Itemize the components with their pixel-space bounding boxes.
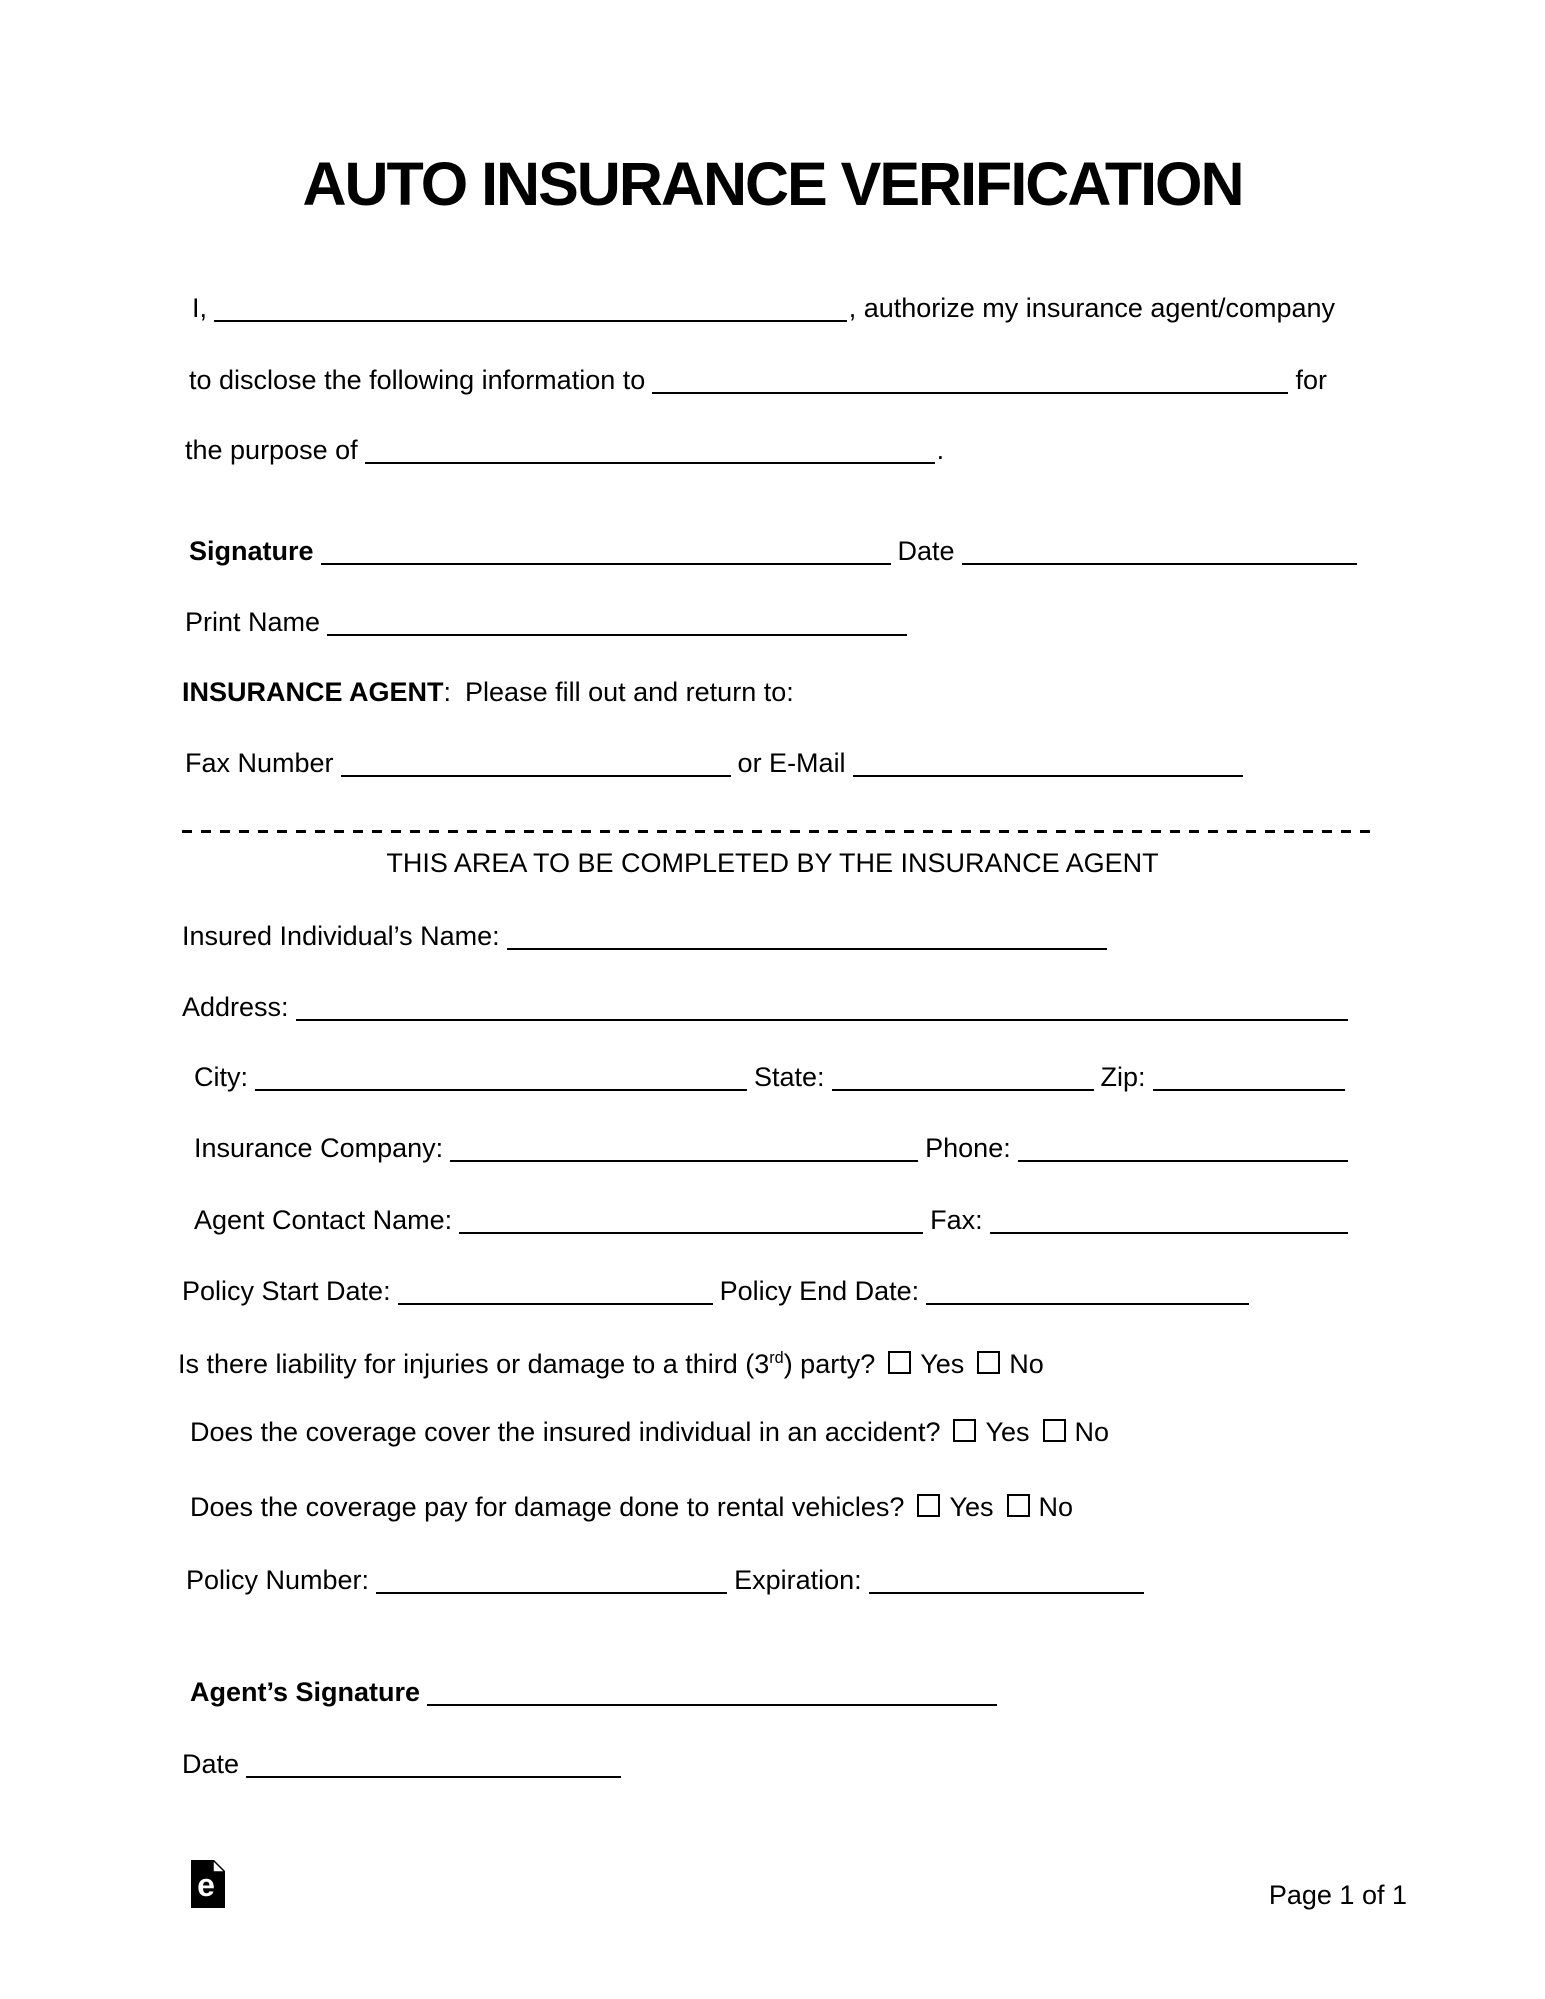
q1-yes-label: Yes (920, 1349, 965, 1379)
insurance-agent-colon: : (443, 677, 452, 707)
q2-no-label: No (1074, 1417, 1110, 1447)
email-blank[interactable] (853, 774, 1243, 777)
line2-pre-text: to disclose the following information to (189, 365, 646, 395)
question-rental-line (190, 1490, 1073, 1524)
insured-name-blank[interactable] (507, 947, 1107, 950)
phone-blank[interactable] (1018, 1159, 1348, 1162)
document-title: AUTO INSURANCE VERIFICATION (302, 150, 1243, 218)
policy-number-label: Policy Number: (186, 1565, 370, 1595)
fax-email-line (185, 746, 1250, 780)
address-label: Address: (182, 992, 289, 1022)
line2-post-text: for (1295, 365, 1327, 395)
insurance-company-blank[interactable] (450, 1159, 918, 1162)
city-state-zip-line (194, 1060, 1352, 1094)
fax-number-label: Fax Number (185, 748, 334, 778)
agent-contact-line (194, 1203, 1355, 1237)
q1-pre-text: Is there liability for injuries or damage to a third (3 (178, 1349, 770, 1379)
insurance-company-label: Insurance Company: (194, 1133, 444, 1163)
city-blank[interactable] (255, 1088, 747, 1091)
q1-no-label: No (1009, 1349, 1044, 1379)
q2-yes-label: Yes (985, 1417, 1030, 1447)
q3-yes-label: Yes (949, 1492, 994, 1522)
q1-yes-checkbox[interactable] (888, 1351, 911, 1374)
policy-number-blank[interactable] (376, 1591, 727, 1594)
agent-signature-line (190, 1675, 1004, 1709)
address-blank[interactable] (296, 1018, 1348, 1021)
page-number: Page 1 of 1 (1268, 1880, 1407, 1910)
signature-date-blank[interactable] (962, 562, 1357, 565)
agent-signature-label: Agent’s Signature (190, 1677, 421, 1707)
signature-date-label: Date (897, 536, 955, 566)
insured-name-label: Insured Individual’s Name: (182, 921, 500, 951)
agent-signature-blank[interactable] (427, 1703, 997, 1706)
q3-yes-checkbox[interactable] (917, 1494, 940, 1517)
q2-yes-checkbox[interactable] (953, 1419, 976, 1442)
insurance-company-line (194, 1131, 1355, 1165)
line3-pre-text: the purpose of (185, 435, 358, 465)
line1-post-text: , authorize my insurance agent/company (848, 293, 1335, 323)
eforms-document-logo (191, 1860, 225, 1908)
agent-contact-label: Agent Contact Name: (194, 1205, 453, 1235)
authorization-line-3 (185, 433, 944, 467)
address-line (182, 990, 1355, 1024)
q3-no-label: No (1038, 1492, 1074, 1522)
policy-end-blank[interactable] (926, 1302, 1249, 1305)
fax-number-blank[interactable] (341, 774, 731, 777)
signature-label: Signature (189, 536, 314, 566)
print-name-line (185, 605, 914, 639)
policy-start-label: Policy Start Date: (182, 1276, 391, 1306)
agent-contact-blank[interactable] (459, 1231, 923, 1234)
insured-name-line (182, 919, 1114, 953)
or-email-label: or E-Mail (737, 748, 846, 778)
q3-text: Does the coverage pay for damage done to rental vehicles? (190, 1492, 905, 1522)
expiration-blank[interactable] (869, 1591, 1144, 1594)
line3-post-text: . (936, 435, 945, 465)
signature-line (189, 534, 1364, 568)
expiration-label: Expiration: (734, 1565, 862, 1595)
policy-number-line (186, 1563, 1151, 1597)
state-label: State: (754, 1062, 825, 1092)
agent-fax-blank[interactable] (990, 1231, 1348, 1234)
agent-section-header: THIS AREA TO BE COMPLETED BY THE INSURANCE AGENT (386, 848, 1159, 878)
question-liability-line (178, 1341, 1044, 1381)
phone-label: Phone: (925, 1133, 1011, 1163)
signature-blank[interactable] (321, 562, 891, 565)
purpose-blank[interactable] (365, 461, 935, 464)
authorization-line-1 (192, 291, 1335, 325)
q3-no-checkbox[interactable] (1007, 1494, 1030, 1517)
question-accident-line (190, 1415, 1109, 1449)
zip-blank[interactable] (1153, 1088, 1345, 1091)
print-name-blank[interactable] (327, 633, 907, 636)
insurance-agent-instruction-line (182, 675, 794, 709)
q1-no-checkbox[interactable] (977, 1351, 1000, 1374)
q2-no-checkbox[interactable] (1043, 1419, 1066, 1442)
line1-pre-text: I, (192, 293, 208, 323)
agent-date-line (182, 1747, 628, 1781)
agent-date-label: Date (182, 1749, 240, 1779)
q2-text: Does the coverage cover the insured individual in an accident? (190, 1417, 941, 1447)
q1-ordinal-superscript: rd (769, 1349, 784, 1367)
insurance-agent-label: INSURANCE AGENT (182, 677, 444, 707)
state-blank[interactable] (832, 1088, 1094, 1091)
agent-fax-label: Fax: (930, 1205, 983, 1235)
policy-end-label: Policy End Date: (719, 1276, 920, 1306)
print-name-label: Print Name (185, 607, 321, 637)
authorization-line-2 (189, 363, 1327, 397)
dashed-separator (182, 830, 1372, 833)
zip-label: Zip: (1100, 1062, 1146, 1092)
insurance-agent-instruction-text: Please fill out and return to: (465, 677, 794, 707)
disclose-to-blank[interactable] (652, 391, 1288, 394)
agent-date-blank[interactable] (246, 1775, 621, 1778)
authorizer-name-blank[interactable] (214, 319, 847, 322)
q1-post-text: ) party? (783, 1349, 876, 1379)
policy-dates-line (182, 1274, 1256, 1308)
policy-start-blank[interactable] (398, 1302, 713, 1305)
city-label: City: (194, 1062, 248, 1092)
logo-letter: e (197, 1867, 215, 1903)
